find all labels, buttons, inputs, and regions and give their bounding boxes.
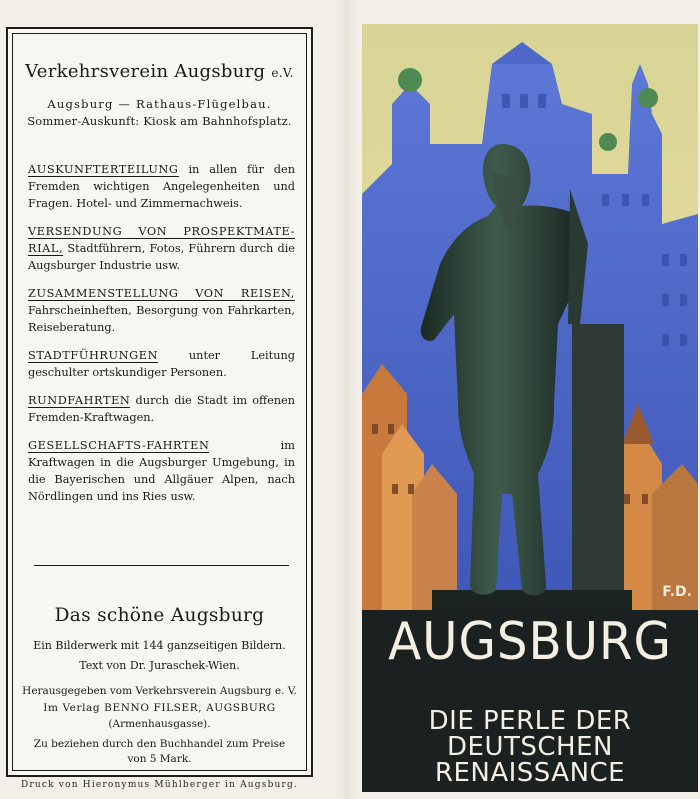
services-list: [28, 161, 295, 516]
poster-tagline-3: RENAISSANCE: [434, 758, 626, 788]
book-title: Das schöne Augsburg: [54, 605, 265, 626]
service-text: in allen für den Fremden wichtigen Angelegenheiten und Fragen. Hotel- und Zimmernachweis.: [28, 163, 295, 210]
service-head: RUNDFAHRTEN: [28, 394, 131, 407]
book-description: Ein Bilderwerk mit 144 ganzseitigen Bildern.: [33, 639, 286, 652]
book-press: Im Verlag BENNO FILSER, AUGSBURG: [43, 702, 276, 714]
poster-tagline-2: DEUTSCHEN: [447, 732, 613, 762]
artist-signature: F.D.: [662, 584, 692, 600]
poster-cover: [362, 24, 698, 792]
summer-info-line: Sommer-Auskunft: Kiosk am Bahnhofsplatz.: [27, 114, 292, 128]
org-title: [8, 61, 311, 82]
service-head: VERSENDUNG VON PROSPEKTMATE-RIAL,: [28, 225, 295, 255]
service-head: STADTFÜHRUNGEN: [28, 349, 159, 362]
service-text: Stadtführern, Fotos, Führern durch die Augsburger Industrie usw.: [28, 242, 295, 272]
service-head: AUSKUNFTERTEILUNG: [28, 163, 179, 176]
info-panel: [6, 27, 313, 777]
service-text: durch die Stadt im offenen Fremden-Kraftwagen.: [28, 394, 295, 424]
poster-tagline-1: DIE PERLE DER: [428, 706, 632, 736]
book-press-address: (Armenhausgasse).: [108, 718, 211, 730]
section-divider: [34, 565, 289, 566]
statue-scene-illustration: [362, 24, 698, 610]
poster-title-block: [362, 610, 698, 792]
book-availability: Zu beziehen durch den Buchhandel zum Preise: [33, 738, 286, 750]
service-item: [28, 437, 295, 505]
poster-illustration: [362, 24, 698, 610]
service-text: im Kraftwagen in die Augsburger Umgebung, in die Bayerischen und Allgäuer Alpen, nach Nördlingen und ins Ries usw.: [28, 439, 295, 503]
service-text: unter Leitung geschulter ortskundiger Personen.: [28, 349, 295, 379]
address-line: Augsburg — Rathaus-Flügelbau.: [47, 97, 272, 111]
service-item: [28, 347, 295, 381]
paper-fold: [332, 0, 356, 799]
service-item: [28, 223, 295, 274]
org-title-suffix: e.V.: [271, 66, 294, 80]
service-head: GESELLSCHAFTS-FAHRTEN: [28, 439, 210, 452]
book-price: von 5 Mark.: [127, 753, 192, 765]
org-title-text: Verkehrsverein Augsburg: [25, 61, 266, 82]
service-item: [28, 161, 295, 212]
poster-title: AUGSBURG: [388, 612, 672, 672]
service-item: [28, 285, 295, 336]
service-head: ZUSAMMENSTELLUNG VON REISEN,: [28, 287, 295, 300]
service-item: [28, 392, 295, 426]
book-author: Text von Dr. Juraschek-Wien.: [79, 659, 240, 672]
book-publisher: Herausgegeben vom Verkehrsverein Augsburg e. V.: [22, 685, 297, 697]
service-text: Fahrscheinheften, Besorgung von Fahrkarten, Reiseberatung.: [28, 304, 295, 334]
printer-imprint: Druck von Hieronymus Mühlberger in Augsburg.: [20, 780, 299, 790]
